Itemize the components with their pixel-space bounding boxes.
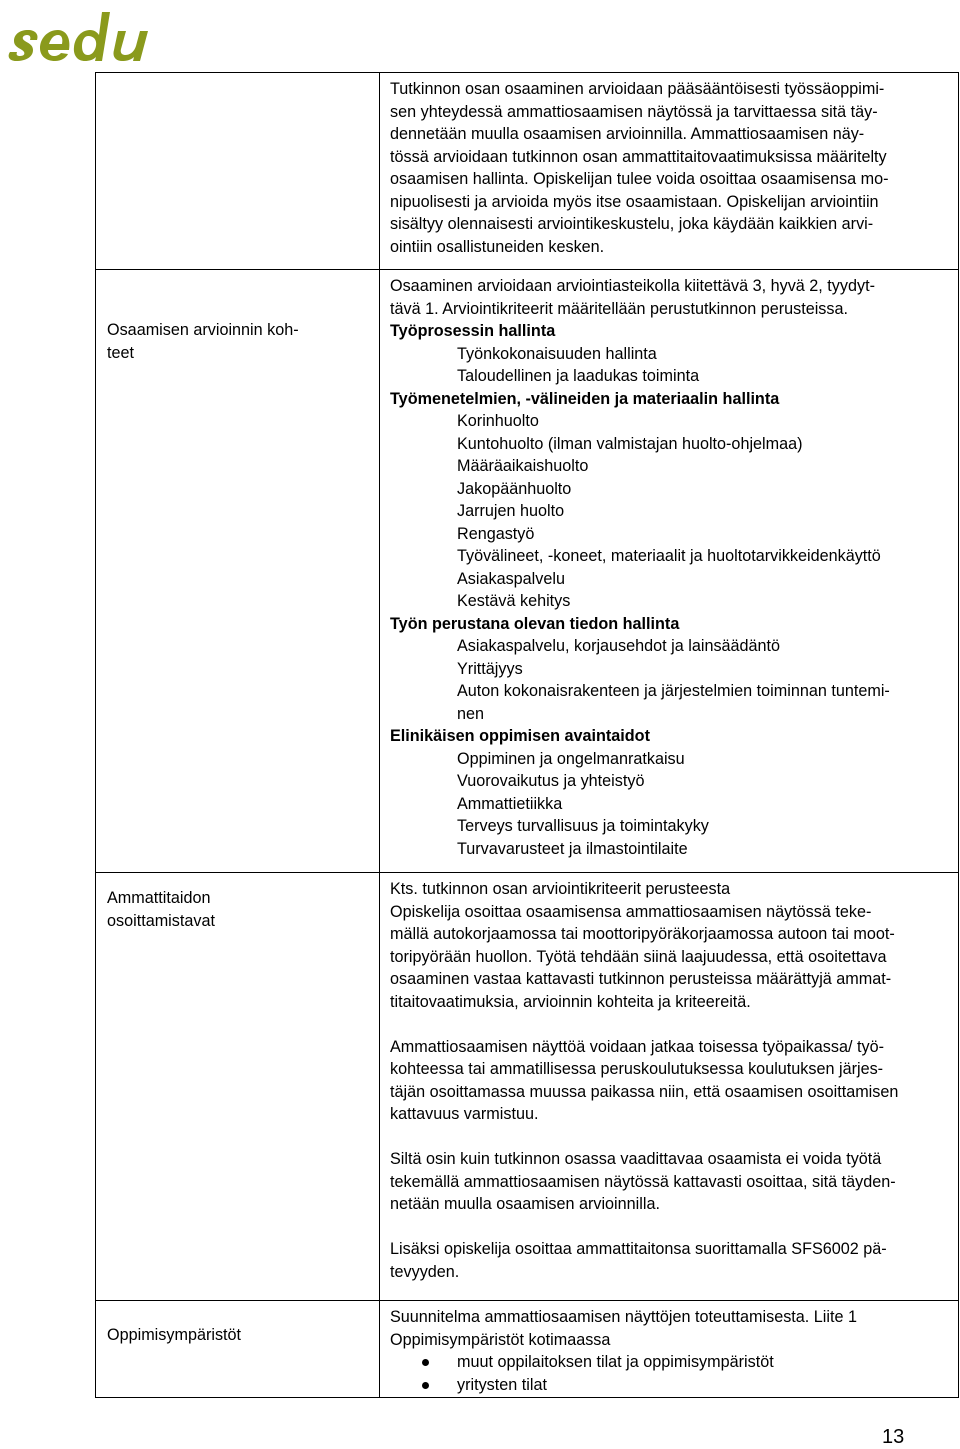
- group-item: Jakopäänhuolto: [457, 479, 572, 498]
- intro-text-cell: [380, 73, 959, 270]
- demonstration-label: osoittamistavat: [107, 911, 215, 930]
- group-item: Yrittäjyys: [457, 659, 523, 678]
- paragraph-line: Ammattiosaamisen näyttöä voidaan jatkaa toisessa työpaikassa/ työ-: [390, 1037, 884, 1056]
- paragraph-line: titaitovaatimuksia, arvioinnin kohteita ja kriteereitä.: [390, 992, 751, 1011]
- page-number: 13: [882, 1426, 905, 1448]
- intro-line: sisältyy olennaisesti arviointikeskustelu, joka käydään kaikkien arvi-: [390, 215, 874, 233]
- group-heading: Elinikäisen oppimisen avaintaidot: [390, 727, 650, 745]
- assessment-content-cell: [380, 270, 959, 873]
- paragraph-line: kattavuus varmistuu.: [390, 1105, 539, 1123]
- assessment-row: [96, 270, 959, 873]
- paragraph-line: netään muulla osaamisen arvioinnilla.: [390, 1195, 660, 1213]
- assessment-label: teet: [107, 343, 135, 362]
- environments-label: Oppimisympäristöt: [107, 1326, 242, 1344]
- group-item: Korinhuolto: [457, 412, 539, 430]
- assessment-label-cell: [96, 270, 380, 873]
- group-item: Taloudellinen ja laadukas toiminta: [457, 367, 700, 385]
- intro-line: sen yhteydessä ammattiosaamisen näytössä ja tarvittaessa sitä täy-: [390, 102, 878, 121]
- paragraph-line: kohteessa tai ammatillisessa peruskoulutuksessa koulutuksen järjes-: [390, 1060, 884, 1078]
- group-item: Määräaikaishuolto: [457, 457, 589, 475]
- group-item: Asiakaspalvelu, korjausehdot ja lainsäädäntö: [457, 637, 781, 655]
- paragraph-line: tevyyden.: [390, 1262, 460, 1281]
- group-item: Auton kokonaisrakenteen ja järjestelmien toiminnan tuntemi-: [457, 682, 890, 700]
- bullet-item: [390, 1374, 950, 1397]
- sedu-logo: [6, 6, 171, 62]
- demonstration-label: Ammattitaidon: [107, 889, 211, 907]
- intro-line: Tutkinnon osan osaaminen arvioidaan pääsääntöisesti työssäoppimi-: [390, 80, 885, 98]
- intro-line: dennetään muulla osaamisen arvioinnilla. Ammattiosaamisen näy-: [390, 125, 865, 143]
- paragraph-line: osaaminen vastaa kattavasti tutkinnon perusteissa määrättyjä ammat-: [390, 970, 892, 988]
- environments-row: [96, 1301, 959, 1398]
- intro-left-cell: [96, 73, 380, 270]
- scale-line: Osaaminen arvioidaan arviointiasteikolla kiitettävä 3, hyvä 2, tyydyt-: [390, 277, 875, 295]
- demonstration-row: [96, 873, 959, 1301]
- group-item: Ammattietiikka: [457, 794, 563, 813]
- intro-line: nipuolisesti ja arvioida myös itse osaamistaan. Opiskelijan arviointiin: [390, 192, 879, 211]
- group-item: Vuorovaikutus ja yhteistyö: [457, 772, 645, 790]
- environments-line: Suunnitelma ammattiosaamisen näyttöjen toteuttamisesta. Liite 1: [390, 1308, 857, 1326]
- paragraph-line: toripyörään huollon. Työtä tehdään siinä laajuudessa, että osoitettava: [390, 947, 887, 966]
- paragraph-line: Kts. tutkinnon osan arviointikriteerit perusteesta: [390, 880, 731, 898]
- bullet-text: yritysten tilat: [457, 1375, 547, 1394]
- environments-line: Oppimisympäristöt kotimaassa: [390, 1330, 611, 1349]
- group-item: nen: [457, 704, 485, 723]
- paragraph-line: Siltä osin kuin tutkinnon osassa vaadittavaa osaamista ei voida työtä: [390, 1150, 882, 1168]
- scale-line: tävä 1. Arviointikriteerit määritellään perustutkinnon perusteissa.: [390, 299, 848, 318]
- group-item: Terveys turvallisuus ja toimintakyky: [457, 817, 709, 835]
- group-item: Kuntohuolto (ilman valmistajan huolto-ohjelmaa): [457, 434, 803, 453]
- group-item: Asiakaspalvelu: [457, 569, 565, 588]
- group-item: Kestävä kehitys: [457, 592, 571, 610]
- qualification-table: [95, 72, 959, 1398]
- environments-content-cell: [380, 1301, 959, 1398]
- intro-row: [96, 73, 959, 270]
- paragraph-line: täjän osoittamassa muussa paikassa niin, että osaamisen osoittamisen: [390, 1082, 899, 1101]
- environments-label-cell: [96, 1301, 380, 1398]
- paragraph-line: Lisäksi opiskelija osoittaa ammattitaitonsa suorittamalla SFS6002 pä-: [390, 1240, 887, 1258]
- group-item: Jarrujen huolto: [457, 502, 565, 520]
- intro-line: osaamisen hallinta. Opiskelijan tulee voida osoittaa osaamisensa mo-: [390, 170, 889, 188]
- paragraph-line: Opiskelija osoittaa osaamisensa ammattiosaamisen näytössä teke-: [390, 902, 872, 921]
- bullet-item: [390, 1351, 950, 1374]
- group-item: Turvavarusteet ja ilmastointilaite: [457, 839, 688, 858]
- group-heading: Työn perustana olevan tiedon hallinta: [390, 614, 680, 633]
- bullet-icon: [422, 1359, 429, 1366]
- assessment-label: Osaamisen arvioinnin koh-: [107, 321, 299, 339]
- group-heading: Työmenetelmien, -välineiden ja materiaalin hallinta: [390, 389, 780, 408]
- paragraph-line: mällä autokorjaamossa tai moottoripyöräkorjaamossa autoon tai moot-: [390, 925, 895, 943]
- intro-line: ointiin osallistuneiden kesken.: [390, 237, 605, 256]
- group-item: Työnkokonaisuuden hallinta: [457, 344, 657, 363]
- intro-line: tössä arvioidaan tutkinnon osan ammattitaitovaatimuksissa määritelty: [390, 147, 887, 166]
- paragraph-line: tekemällä ammattiosaamisen näytössä kattavasti osoittaa, sitä täyden-: [390, 1172, 896, 1191]
- demonstration-label-cell: [96, 873, 380, 1301]
- group-item: Työvälineet, -koneet, materiaalit ja huoltotarvikkeidenkäyttö: [457, 547, 881, 565]
- bullet-text: muut oppilaitoksen tilat ja oppimisympäristöt: [457, 1353, 774, 1371]
- group-item: Oppiminen ja ongelmanratkaisu: [457, 749, 685, 768]
- group-item: Rengastyö: [457, 524, 535, 543]
- bullet-icon: [422, 1382, 429, 1389]
- group-heading: Työprosessin hallinta: [390, 322, 556, 340]
- demonstration-content-cell: [380, 873, 959, 1301]
